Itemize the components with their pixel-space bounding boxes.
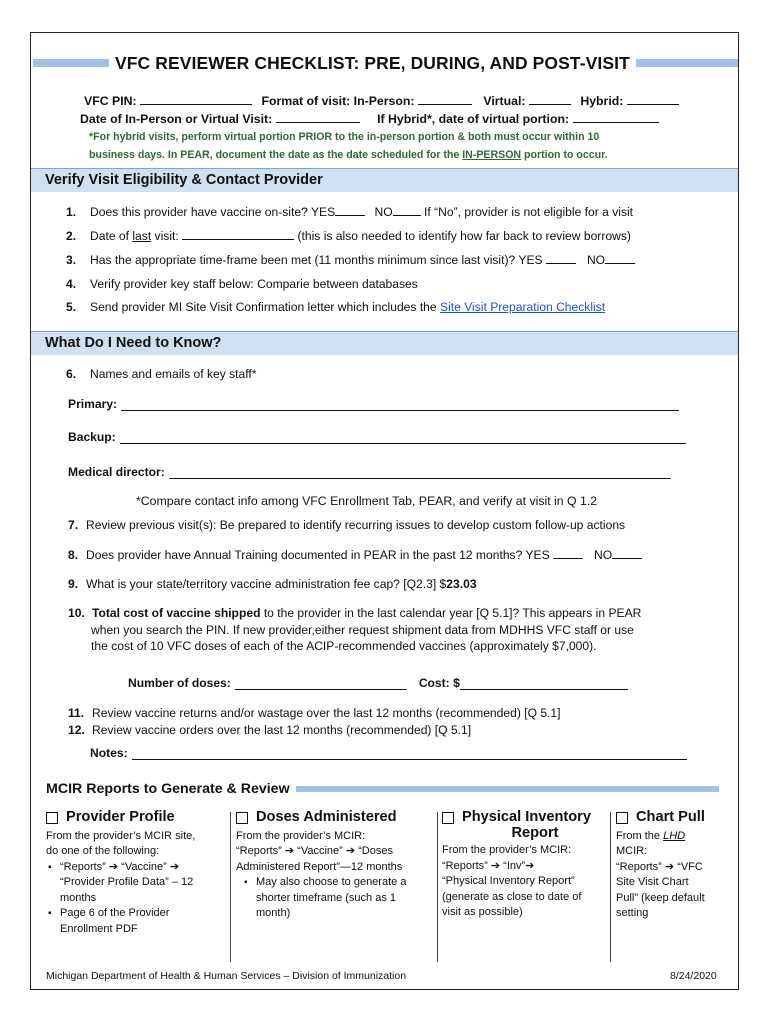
yes-field[interactable] [546,253,576,264]
hybrid-note-line2 [89,149,608,161]
col-text: Administered Report”—12 months [236,860,403,873]
col-text: setting [616,907,649,919]
col-text: MCIR: [616,845,648,857]
reports-title-bar [296,786,719,792]
hybrid-date-label: If Hybrid*, date of virtual portion: [377,112,570,126]
column-divider [230,812,231,962]
column-divider [437,812,438,962]
compare-note: *Compare contact info among VFC Enrollment Tab, PEAR, and verify at visit in Q 1.2 [136,494,598,508]
col-text: “Physical Inventory Report” [442,875,575,887]
cost-label: Cost: $ [418,676,460,690]
doses-label: Number of doses: [128,676,231,690]
col-text: From the provider’s MCIR: [442,844,572,856]
item-text-mid: visit: [151,229,179,243]
notes-row [90,746,687,760]
item-text-line2: when you search the PIN. If new provider,either request shipment data from MDHHS VFC staff or use [91,622,634,637]
note-text-end: portion to occur. [521,149,608,161]
yes-field[interactable] [335,205,365,216]
hybrid-field[interactable] [627,94,679,105]
footer-date: 8/24/2020 [670,970,717,982]
no-label: NO [594,548,613,562]
item-text: Does this provider have vaccine on-site? YES [90,205,336,219]
chart-pull-head [616,810,734,826]
col-text: “Reports” ➔ “VFC [616,860,703,873]
physical-inventory-title-2: Report [511,824,559,841]
checklist-item-8 [68,548,642,562]
report-doses-administered [236,810,434,922]
provider-profile-checkbox[interactable] [46,812,58,824]
col-text: “Reports” ➔ “Vaccine” ➔ “Doses [236,845,393,857]
report-physical-inventory [442,810,608,921]
col-text: Pull” (keep default [616,891,705,904]
bullet-item [242,875,434,922]
backup-label: Backup: [68,430,116,444]
physical-inventory-checkbox[interactable] [442,812,454,824]
reports-header [46,779,719,799]
item-number: 9. [68,577,79,591]
header-row-1 [84,94,679,108]
item-text-bold: Total cost of vaccine shipped [92,606,261,620]
header-row-2 [80,112,659,126]
note-in-person: IN-PERSON [462,149,522,161]
doses-administered-head [236,810,434,826]
pin-field[interactable] [140,94,252,105]
no-label: NO [374,205,393,219]
provider-profile-head [46,810,228,826]
col-text: “Reports” ➔ “Inv”➔ [442,859,535,872]
report-provider-profile [46,810,228,937]
no-field[interactable] [605,253,635,264]
col-text: ▪ Page 6 of the Provider [60,907,170,919]
medical-director-row [68,465,671,479]
col-text: Enrollment PDF [60,922,138,935]
site-visit-checklist-link[interactable]: Site Visit Preparation Checklist [440,300,606,314]
checklist-item-4 [66,277,418,291]
item-number: 12. [68,723,85,737]
item-number: 7. [68,518,79,532]
col-text: Site Visit Chart [616,876,689,888]
item-number: 11. [68,706,85,720]
col-text: visit as possible) [442,906,523,918]
item-number: 1. [66,205,77,219]
hybrid-label: Hybrid: [580,94,624,108]
item-number: 5. [66,300,77,314]
checklist-item-3 [66,253,635,267]
col-text: ▪ “Reports” ➔ “Vaccine” ➔ [60,860,180,873]
physical-inventory-head [442,810,608,826]
col-text: month) [256,907,291,919]
doses-field[interactable] [235,678,407,690]
item-text: What is your state/territory vaccine administration fee cap? [Q2.3] $ [86,577,447,591]
checklist-item-2 [66,229,631,243]
column-divider [610,812,611,962]
hybrid-note-line1: *For hybrid visits, perform virtual portion PRIOR to the in-person portion & both must occur within 10 [89,131,600,143]
item-text: Review vaccine orders over the last 12 months (recommended) [Q 5.1] [92,723,472,737]
checklist-item-9 [68,577,477,591]
provider-profile-title: Provider Profile [66,809,175,825]
no-label: NO [586,253,606,267]
virtual-field[interactable] [529,94,571,105]
col-text [616,829,734,845]
item-text: to the provider in the last calendar year [Q 5.1]? This appears in PEAR [260,606,642,620]
item-text-rest: If “No”, provider is not eligible for a visit [420,205,634,219]
col-text: From the [616,829,664,842]
visit-date-label: Date of In-Person or Virtual Visit: [80,112,273,126]
cost-field[interactable] [460,678,628,690]
doses-administered-title: Doses Administered [256,809,397,825]
no-field[interactable] [612,548,642,559]
page-title: VFC REVIEWER CHECKLIST: PRE, DURING, AND POST-VISIT [115,52,630,73]
item-text-line3: the cost of 10 VFC doses of each of the ACIP-recommended vaccines (approximately $7,000). [91,639,597,653]
backup-row [68,430,686,444]
item-number: 6. [66,367,77,381]
item-number: 10. [68,606,85,620]
fee-cap-value: 23.03 [446,577,477,591]
col-text: From the provider’s MCIR site, [46,829,196,842]
item-text: Review previous visit(s): Be prepared to identify recurring issues to develop custom follow-up actions [86,518,626,532]
item-text: Names and emails of key staff* [90,367,257,381]
item-text-underlined: last [132,229,152,243]
col-text: (generate as close to date of [442,890,582,903]
section-eligibility-header: Verify Visit Eligibility & Contact Provider [31,168,738,192]
item-number: 8. [68,548,79,562]
section-need-to-know-header: What Do I Need to Know? [31,331,738,355]
medical-director-label: Medical director: [68,465,165,479]
note-text: business days. In PEAR, document the date as the date scheduled for the [89,149,463,161]
medical-director-field[interactable] [169,467,671,479]
lhd-text: LHD [663,829,686,842]
checklist-item-11 [68,706,561,720]
col-text: “Provider Profile Data” – 12 [60,876,194,888]
doses-administered-checkbox[interactable] [236,812,248,824]
item-number: 4. [66,277,77,291]
in-person-field[interactable] [418,94,472,105]
primary-field[interactable] [121,399,679,411]
title-bar-right [636,59,738,67]
last-visit-date-field[interactable] [182,229,294,240]
physical-inventory-title: Physical Inventory [462,809,591,825]
item-text: Does provider have Annual Training documented in PEAR in the past 12 months? YES [86,548,550,562]
reports-title: MCIR Reports to Generate & Review [46,781,290,797]
item-text: Date of [90,229,133,243]
primary-row [68,397,679,411]
notes-field[interactable] [132,748,687,760]
checklist-item-1 [66,205,633,219]
col-text: From the provider’s MCIR: [236,829,366,842]
notes-label: Notes: [90,746,128,760]
hybrid-date-field[interactable] [573,112,659,123]
chart-pull-title: Chart Pull [636,809,705,825]
checklist-item-5 [66,300,605,314]
format-label: Format of visit: In-Person: [261,94,415,108]
report-chart-pull [616,810,734,922]
checklist-item-12 [68,723,471,737]
bullet-item [46,906,228,937]
virtual-label: Virtual: [483,94,526,108]
item-text: Review vaccine returns and/or wastage over the last 12 months (recommended) [Q 5.1] [92,706,561,720]
item-number: 2. [66,229,77,243]
doses-cost-row [128,676,628,690]
yes-field[interactable] [553,548,583,559]
item-text-rest: (this is also needed to identify how far back to review borrows) [294,229,631,243]
primary-label: Primary: [68,397,118,411]
item-text: Verify provider key staff below: Comparie between databases [90,277,418,291]
col-text: shorter timeframe (such as 1 [256,891,396,904]
no-field[interactable] [393,205,421,216]
footer-department: Michigan Department of Health & Human Services – Division of Immunization [46,970,407,982]
checklist-item-7 [68,518,625,532]
pin-label: VFC PIN: [84,94,137,108]
item-number: 3. [66,253,77,267]
checklist-item-10 [68,605,641,655]
col-text: months [60,891,97,904]
col-text: ▪ May also choose to generate a [256,876,407,888]
visit-date-field[interactable] [276,112,360,123]
item-text: Has the appropriate time-frame been met (11 months minimum since last visit)? YES [90,253,543,267]
col-text: do one of the following: [46,845,160,857]
item-text: Send provider MI Site Visit Confirmation letter which includes the [90,300,440,314]
title-bar-left [33,59,109,67]
bullet-item [46,860,228,907]
checklist-item-6 [66,367,256,381]
chart-pull-checkbox[interactable] [616,812,628,824]
backup-field[interactable] [120,432,686,444]
page-title-row [33,52,738,74]
